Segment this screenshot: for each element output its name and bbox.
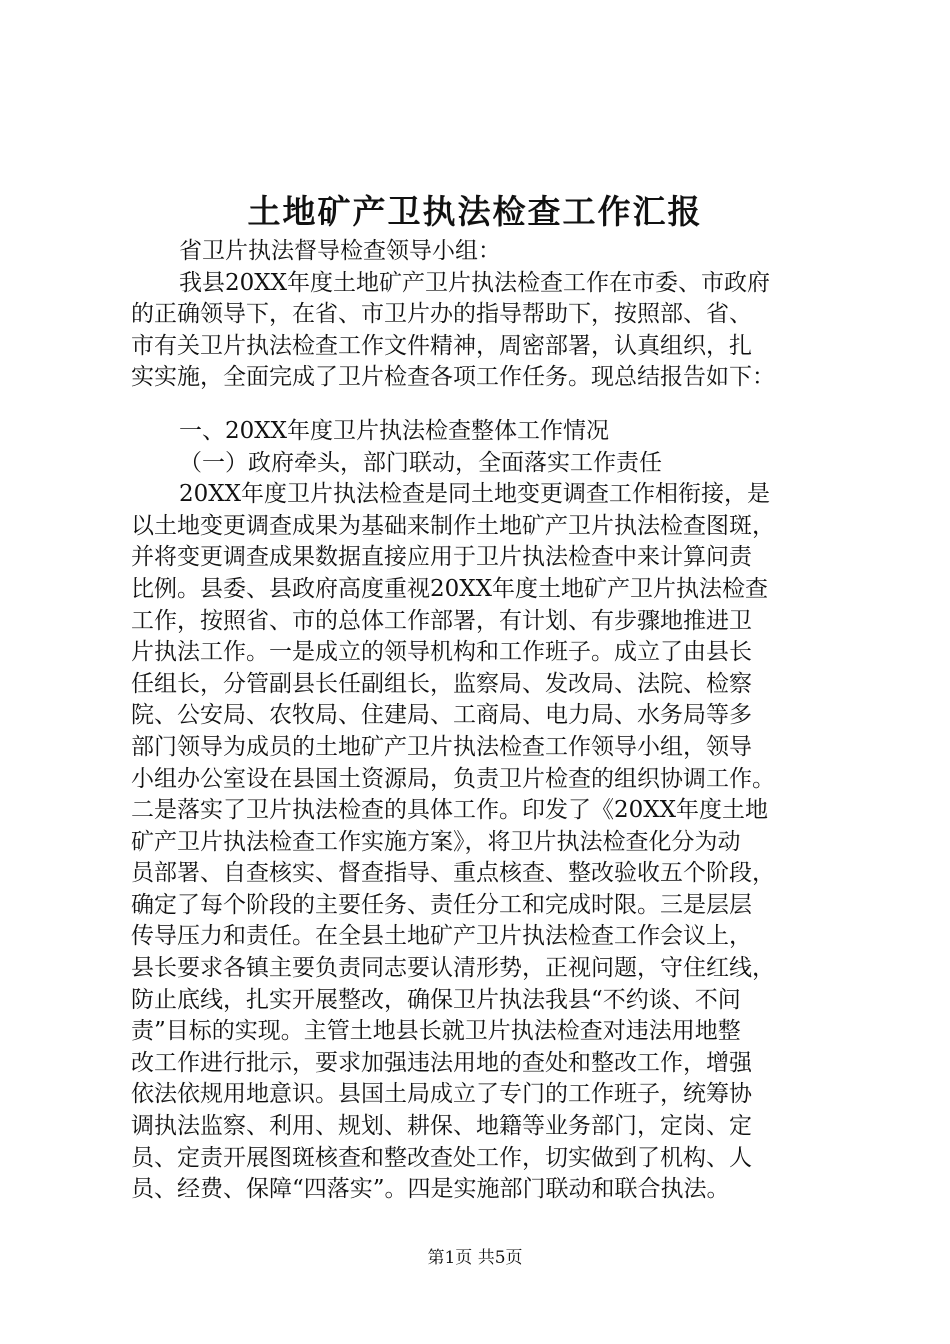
page-footer: 第1页 共5页 [427, 1248, 523, 1268]
body-line: 员部署、自查核实、督查指导、重点核查、整改验收五个阶段， [131, 860, 775, 887]
body-line: 调执法监察、利用、规划、耕保、地籍等业务部门，定岗、定 [131, 1113, 752, 1140]
paragraph-gap [131, 394, 831, 416]
body-line: 改工作进行批示，要求加强违法用地的查处和整改工作，增强 [131, 1049, 752, 1076]
body-line: 20XX年度卫片执法检查是同土地变更调查工作相衔接，是 [179, 481, 771, 508]
body-line: 依法依规用地意识。县国土局成立了专门的工作班子，统筹协 [131, 1081, 752, 1108]
body-line: 工作，按照省、市的总体工作部署，有计划、有步骤地推进卫 [131, 607, 752, 634]
body-line: 员、经费、保障“四落实”。四是实施部门联动和联合执法。 [131, 1176, 730, 1203]
body-line: 矿产卫片执法检查工作实施方案》，将卫片执法检查化分为动 [131, 828, 741, 855]
document-body [131, 236, 831, 1206]
body-line: 比例。县委、县政府高度重视20XX年度土地矿产卫片执法检查 [131, 575, 769, 602]
body-line: 并将变更调查成果数据直接应用于卫片执法检查中来计算问责 [131, 544, 752, 571]
body-line: 部门领导为成员的土地矿产卫片执法检查工作领导小组，领导 [131, 733, 752, 760]
document-title: 土地矿产卫执法检查工作汇报 [247, 192, 703, 231]
body-line: 县长要求各镇主要负责同志要认清形势，正视问题，守住红线， [131, 955, 775, 982]
body-line: 院、公安局、农牧局、住建局、工商局、电力局、水务局等多 [131, 702, 752, 729]
body-line: 二是落实了卫片执法检查的具体工作。印发了《20XX年度土地 [131, 797, 769, 824]
intro-line: 的正确领导下，在省、市卫片办的指导帮助下，按照部、省、 [131, 301, 752, 328]
subsection-heading: （一）政府牵头，部门联动，全面落实工作责任 [179, 449, 662, 476]
body-line: 小组办公室设在县国土资源局，负责卫片检查的组织协调工作。 [131, 765, 775, 792]
section-heading: 一、20XX年度卫片执法检查整体工作情况 [179, 417, 610, 444]
body-line: 防止底线，扎实开展整改，确保卫片执法我县“不约谈、不问 [131, 986, 741, 1013]
body-line: 确定了每个阶段的主要任务、责任分工和完成时限。三是层层 [131, 891, 752, 918]
salutation: 省卫片执法督导检查领导小组： [179, 238, 501, 264]
intro-line: 我县20XX年度土地矿产卫片执法检查工作在市委、市政府 [179, 269, 771, 296]
body-line: 传导压力和责任。在全县土地矿产卫片执法检查工作会议上， [131, 923, 752, 950]
body-line: 责”目标的实现。主管土地县长就卫片执法检查对违法用地整 [131, 1018, 741, 1045]
body-line: 片执法工作。一是成立的领导机构和工作班子。成立了由县长 [131, 639, 752, 666]
body-line: 任组长，分管副县长任副组长，监察局、发改局、法院、检察 [131, 670, 752, 697]
body-line: 员、定责开展图斑核查和整改查处工作，切实做到了机构、人 [131, 1144, 752, 1171]
intro-line: 市有关卫片执法检查工作文件精神，周密部署，认真组织，扎 [131, 332, 752, 359]
intro-line: 实实施，全面完成了卫片检查各项工作任务。现总结报告如下： [131, 364, 775, 391]
body-line: 以土地变更调查成果为基础来制作土地矿产卫片执法检查图斑， [131, 512, 775, 539]
